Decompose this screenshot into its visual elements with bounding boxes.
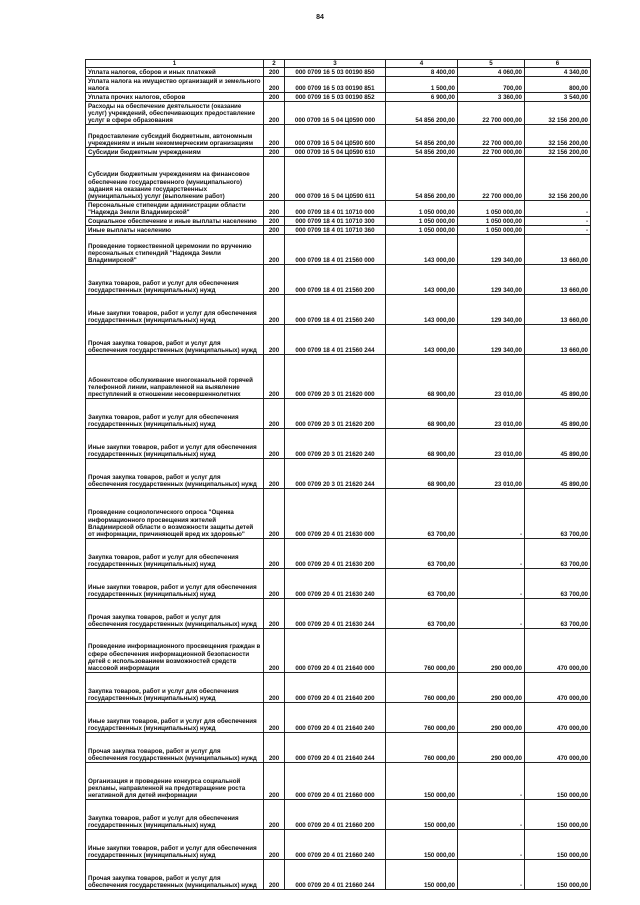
- row-code-cell: 200: [264, 599, 285, 629]
- row-kbk-cell: 000 0709 20 4 01 21660 200: [285, 800, 386, 830]
- row-value-col6: 13 660,00: [525, 235, 591, 265]
- row-code-cell: 200: [264, 265, 285, 295]
- row-kbk-cell: 000 0709 16 5 04 Ц0590 000: [285, 102, 386, 125]
- row-code-cell: 200: [264, 459, 285, 489]
- row-kbk-cell: 000 0709 20 4 01 21640 244: [285, 733, 386, 763]
- row-code-cell: 200: [264, 77, 285, 93]
- table-row: [86, 325, 591, 355]
- row-code-cell: 200: [264, 673, 285, 703]
- row-code-cell: 200: [264, 157, 285, 201]
- row-value-col6: 800,00: [525, 77, 591, 93]
- row-value-col6: -: [525, 201, 591, 217]
- row-code-cell: 200: [264, 217, 285, 226]
- row-name-cell: Организация и проведение конкурса социальной рекламы, направленной на предотвращение роста негативной для детей информации: [86, 763, 264, 800]
- table-row: [86, 860, 591, 890]
- table-row: [86, 235, 591, 265]
- row-code-cell: 200: [264, 125, 285, 148]
- row-kbk-cell: 000 0709 18 4 01 21560 200: [285, 265, 386, 295]
- row-value-col4: 150 000,00: [386, 860, 458, 890]
- row-value-col5: 290 000,00: [458, 629, 525, 673]
- row-value-col5: -: [458, 599, 525, 629]
- row-value-col4: 68 900,00: [386, 459, 458, 489]
- budget-table-body: [86, 60, 591, 890]
- row-name-cell: Проведение информационного просвещения граждан в сфере обеспечения информационной безопасности детей с использованием возможностей средств массовой информации: [86, 629, 264, 673]
- row-code-cell: 200: [264, 355, 285, 399]
- row-value-col4: 1 050 000,00: [386, 201, 458, 217]
- row-value-col6: 32 156 200,00: [525, 148, 591, 157]
- row-value-col6: 150 000,00: [525, 860, 591, 890]
- row-value-col6: 150 000,00: [525, 830, 591, 860]
- table-row: [86, 226, 591, 235]
- row-name-cell: Прочая закупка товаров, работ и услуг для обеспечения государственных (муниципальных) нужд: [86, 459, 264, 489]
- table-row: [86, 733, 591, 763]
- row-kbk-cell: 000 0709 16 5 03 00190 852: [285, 93, 386, 102]
- row-value-col5: 1 050 000,00: [458, 226, 525, 235]
- row-value-col5: 22 700 000,00: [458, 148, 525, 157]
- table-row: [86, 629, 591, 673]
- row-value-col6: 45 890,00: [525, 429, 591, 459]
- column-number-row: [86, 60, 591, 68]
- row-kbk-cell: 000 0709 16 5 03 00190 850: [285, 68, 386, 77]
- row-value-col4: 68 900,00: [386, 355, 458, 399]
- row-value-col5: 23 010,00: [458, 399, 525, 429]
- row-code-cell: 200: [264, 325, 285, 355]
- row-name-cell: Проведение социологического опроса "Оценка информационного просвещения жителей Владимирской области о возможности защиты детей от информации, причиняющей вред их здоровью": [86, 489, 264, 539]
- row-name-cell: Прочая закупка товаров, работ и услуг для обеспечения государственных (муниципальных) нужд: [86, 733, 264, 763]
- row-kbk-cell: 000 0709 20 4 01 21630 200: [285, 539, 386, 569]
- row-value-col5: 22 700 000,00: [458, 125, 525, 148]
- row-value-col6: 3 540,00: [525, 93, 591, 102]
- table-row: [86, 703, 591, 733]
- row-value-col4: 1 050 000,00: [386, 226, 458, 235]
- row-value-col5: 23 010,00: [458, 355, 525, 399]
- row-value-col4: 54 856 200,00: [386, 148, 458, 157]
- row-value-col4: 6 900,00: [386, 93, 458, 102]
- row-name-cell: Персональные стипендии администрации области "Надежда Земли Владимирской": [86, 201, 264, 217]
- row-code-cell: 200: [264, 429, 285, 459]
- row-name-cell: Иные закупки товаров, работ и услуг для обеспечения государственных (муниципальных) нужд: [86, 703, 264, 733]
- column-number: 2: [264, 60, 285, 68]
- row-kbk-cell: 000 0709 18 4 01 21560 000: [285, 235, 386, 265]
- row-value-col5: 129 340,00: [458, 265, 525, 295]
- table-row: [86, 459, 591, 489]
- row-value-col5: -: [458, 489, 525, 539]
- row-value-col4: 143 000,00: [386, 235, 458, 265]
- row-code-cell: 200: [264, 102, 285, 125]
- row-code-cell: 200: [264, 489, 285, 539]
- row-name-cell: Иные закупки товаров, работ и услуг для обеспечения государственных (муниципальных) нужд: [86, 295, 264, 325]
- table-row: [86, 77, 591, 93]
- row-name-cell: Абонентское обслуживание многоканальной горячей телефонной линии, направленной на выявление преступлений в отношении несовершеннолетних: [86, 355, 264, 399]
- row-value-col5: 129 340,00: [458, 295, 525, 325]
- row-name-cell: Уплата прочих налогов, сборов: [86, 93, 264, 102]
- row-value-col6: 470 000,00: [525, 629, 591, 673]
- table-row: [86, 539, 591, 569]
- row-kbk-cell: 000 0709 20 4 01 21640 200: [285, 673, 386, 703]
- row-value-col4: 63 700,00: [386, 539, 458, 569]
- row-kbk-cell: 000 0709 20 4 01 21660 240: [285, 830, 386, 860]
- row-name-cell: Закупка товаров, работ и услуг для обеспечения государственных (муниципальных) нужд: [86, 539, 264, 569]
- row-value-col5: 22 700 000,00: [458, 102, 525, 125]
- row-value-col4: 8 400,00: [386, 68, 458, 77]
- row-kbk-cell: 000 0709 18 4 01 21560 244: [285, 325, 386, 355]
- table-row: [86, 355, 591, 399]
- row-name-cell: Иные закупки товаров, работ и услуг для обеспечения государственных (муниципальных) нужд: [86, 830, 264, 860]
- row-kbk-cell: 000 0709 16 5 04 Ц0590 611: [285, 157, 386, 201]
- row-value-col4: 150 000,00: [386, 763, 458, 800]
- budget-table: [85, 59, 591, 890]
- column-number: 6: [525, 60, 591, 68]
- row-kbk-cell: 000 0709 20 4 01 21630 244: [285, 599, 386, 629]
- row-value-col5: 23 010,00: [458, 459, 525, 489]
- row-kbk-cell: 000 0709 16 5 04 Ц0590 600: [285, 125, 386, 148]
- row-name-cell: Закупка товаров, работ и услуг для обеспечения государственных (муниципальных) нужд: [86, 673, 264, 703]
- row-kbk-cell: 000 0709 18 4 01 10710 300: [285, 217, 386, 226]
- row-value-col4: 760 000,00: [386, 733, 458, 763]
- row-value-col6: 13 660,00: [525, 325, 591, 355]
- row-value-col6: 63 700,00: [525, 489, 591, 539]
- row-value-col6: -: [525, 217, 591, 226]
- row-code-cell: 200: [264, 860, 285, 890]
- row-value-col6: 150 000,00: [525, 763, 591, 800]
- table-row: [86, 763, 591, 800]
- row-value-col5: -: [458, 763, 525, 800]
- row-value-col5: -: [458, 569, 525, 599]
- row-code-cell: 200: [264, 800, 285, 830]
- row-code-cell: 200: [264, 569, 285, 599]
- row-code-cell: 200: [264, 733, 285, 763]
- row-name-cell: Уплата налога на имущество организаций и земельного налога: [86, 77, 264, 93]
- column-number: 1: [86, 60, 264, 68]
- row-kbk-cell: 000 0709 20 4 01 21630 000: [285, 489, 386, 539]
- row-value-col4: 54 856 200,00: [386, 102, 458, 125]
- row-name-cell: Прочая закупка товаров, работ и услуг для обеспечения государственных (муниципальных) нужд: [86, 860, 264, 890]
- row-value-col5: 1 050 000,00: [458, 217, 525, 226]
- row-value-col4: 1 500,00: [386, 77, 458, 93]
- column-number: 3: [285, 60, 386, 68]
- row-value-col6: 32 156 200,00: [525, 157, 591, 201]
- table-row: [86, 125, 591, 148]
- row-name-cell: Субсидии бюджетным учреждениям на финансовое обеспечение государственного (муниципального) задания на оказание государственных (муниципальных) услуг (выполнение работ): [86, 157, 264, 201]
- table-row: [86, 157, 591, 201]
- row-value-col5: -: [458, 539, 525, 569]
- table-row: [86, 93, 591, 102]
- row-value-col6: 45 890,00: [525, 459, 591, 489]
- row-value-col5: -: [458, 830, 525, 860]
- row-kbk-cell: 000 0709 20 3 01 21620 240: [285, 429, 386, 459]
- row-kbk-cell: 000 0709 20 4 01 21630 240: [285, 569, 386, 599]
- table-row: [86, 673, 591, 703]
- table-row: [86, 217, 591, 226]
- row-value-col6: 13 660,00: [525, 265, 591, 295]
- row-value-col6: 32 156 200,00: [525, 102, 591, 125]
- row-value-col6: -: [525, 226, 591, 235]
- row-name-cell: Закупка товаров, работ и услуг для обеспечения государственных (муниципальных) нужд: [86, 265, 264, 295]
- row-value-col4: 760 000,00: [386, 629, 458, 673]
- row-value-col4: 54 856 200,00: [386, 125, 458, 148]
- row-kbk-cell: 000 0709 20 3 01 21620 000: [285, 355, 386, 399]
- table-row: [86, 68, 591, 77]
- row-value-col6: 63 700,00: [525, 539, 591, 569]
- row-value-col6: 63 700,00: [525, 569, 591, 599]
- row-value-col5: -: [458, 860, 525, 890]
- row-kbk-cell: 000 0709 20 3 01 21620 200: [285, 399, 386, 429]
- row-kbk-cell: 000 0709 18 4 01 10710 360: [285, 226, 386, 235]
- row-name-cell: Проведение торжественной церемонии по вручению персональных стипендий "Надежда Земли Владимирской": [86, 235, 264, 265]
- row-value-col6: 470 000,00: [525, 703, 591, 733]
- row-value-col6: 470 000,00: [525, 733, 591, 763]
- row-kbk-cell: 000 0709 20 4 01 21660 244: [285, 860, 386, 890]
- row-name-cell: Социальное обеспечение и иные выплаты населению: [86, 217, 264, 226]
- table-row: [86, 599, 591, 629]
- row-value-col4: 760 000,00: [386, 703, 458, 733]
- row-code-cell: 200: [264, 93, 285, 102]
- row-kbk-cell: 000 0709 20 3 01 21620 244: [285, 459, 386, 489]
- row-code-cell: 200: [264, 201, 285, 217]
- table-row: [86, 489, 591, 539]
- row-value-col4: 143 000,00: [386, 325, 458, 355]
- row-code-cell: 200: [264, 830, 285, 860]
- row-value-col4: 63 700,00: [386, 489, 458, 539]
- row-value-col4: 63 700,00: [386, 569, 458, 599]
- row-name-cell: Расходы на обеспечение деятельности (оказание услуг) учреждений, обеспечивающих предоставление услуг в сфере образования: [86, 102, 264, 125]
- row-value-col5: -: [458, 800, 525, 830]
- row-value-col5: 290 000,00: [458, 703, 525, 733]
- row-name-cell: Прочая закупка товаров, работ и услуг для обеспечения государственных (муниципальных) нужд: [86, 325, 264, 355]
- row-code-cell: 200: [264, 295, 285, 325]
- row-kbk-cell: 000 0709 20 4 01 21660 000: [285, 763, 386, 800]
- row-value-col6: 45 890,00: [525, 399, 591, 429]
- row-code-cell: 200: [264, 763, 285, 800]
- row-value-col4: 1 050 000,00: [386, 217, 458, 226]
- table-row: [86, 429, 591, 459]
- row-name-cell: Уплата налогов, сборов и иных платежей: [86, 68, 264, 77]
- table-row: [86, 569, 591, 599]
- row-code-cell: 200: [264, 235, 285, 265]
- row-name-cell: Закупка товаров, работ и услуг для обеспечения государственных (муниципальных) нужд: [86, 800, 264, 830]
- row-value-col6: 150 000,00: [525, 800, 591, 830]
- row-code-cell: 200: [264, 629, 285, 673]
- row-code-cell: 200: [264, 68, 285, 77]
- row-value-col5: 290 000,00: [458, 733, 525, 763]
- table-row: [86, 201, 591, 217]
- row-value-col6: 63 700,00: [525, 599, 591, 629]
- row-value-col4: 150 000,00: [386, 830, 458, 860]
- row-value-col6: 45 890,00: [525, 355, 591, 399]
- row-value-col5: 23 010,00: [458, 429, 525, 459]
- row-value-col5: 129 340,00: [458, 325, 525, 355]
- row-value-col4: 143 000,00: [386, 265, 458, 295]
- row-code-cell: 200: [264, 399, 285, 429]
- row-value-col6: 470 000,00: [525, 673, 591, 703]
- row-name-cell: Иные закупки товаров, работ и услуг для обеспечения государственных (муниципальных) нужд: [86, 569, 264, 599]
- row-value-col4: 68 900,00: [386, 429, 458, 459]
- row-kbk-cell: 000 0709 18 4 01 10710 000: [285, 201, 386, 217]
- row-code-cell: 200: [264, 539, 285, 569]
- row-value-col5: 4 060,00: [458, 68, 525, 77]
- row-value-col4: 760 000,00: [386, 673, 458, 703]
- row-value-col5: 3 360,00: [458, 93, 525, 102]
- column-number: 5: [458, 60, 525, 68]
- row-kbk-cell: 000 0709 20 4 01 21640 240: [285, 703, 386, 733]
- row-name-cell: Предоставление субсидий бюджетным, автономным учреждениям и иным некоммерческим организациям: [86, 125, 264, 148]
- row-name-cell: Иные закупки товаров, работ и услуг для обеспечения государственных (муниципальных) нужд: [86, 429, 264, 459]
- row-value-col6: 4 340,00: [525, 68, 591, 77]
- row-value-col4: 143 000,00: [386, 295, 458, 325]
- row-code-cell: 200: [264, 703, 285, 733]
- row-name-cell: Субсидии бюджетным учреждениям: [86, 148, 264, 157]
- table-row: [86, 102, 591, 125]
- row-value-col5: 22 700 000,00: [458, 157, 525, 201]
- row-value-col4: 150 000,00: [386, 800, 458, 830]
- row-kbk-cell: 000 0709 16 5 04 Ц0590 610: [285, 148, 386, 157]
- row-value-col4: 68 900,00: [386, 399, 458, 429]
- row-value-col6: 13 660,00: [525, 295, 591, 325]
- row-value-col4: 63 700,00: [386, 599, 458, 629]
- row-name-cell: Закупка товаров, работ и услуг для обеспечения государственных (муниципальных) нужд: [86, 399, 264, 429]
- row-value-col4: 54 856 200,00: [386, 157, 458, 201]
- table-row: [86, 148, 591, 157]
- row-value-col5: 290 000,00: [458, 673, 525, 703]
- table-row: [86, 295, 591, 325]
- table-row: [86, 265, 591, 295]
- row-value-col5: 129 340,00: [458, 235, 525, 265]
- row-value-col5: 700,00: [458, 77, 525, 93]
- table-row: [86, 800, 591, 830]
- table-row: [86, 399, 591, 429]
- page-number: 84: [316, 14, 324, 21]
- row-name-cell: Иные выплаты населению: [86, 226, 264, 235]
- row-kbk-cell: 000 0709 20 4 01 21640 000: [285, 629, 386, 673]
- row-kbk-cell: 000 0709 16 5 03 00190 851: [285, 77, 386, 93]
- row-code-cell: 200: [264, 226, 285, 235]
- row-value-col5: 1 050 000,00: [458, 201, 525, 217]
- table-row: [86, 830, 591, 860]
- column-number: 4: [386, 60, 458, 68]
- row-kbk-cell: 000 0709 18 4 01 21560 240: [285, 295, 386, 325]
- row-value-col6: 32 156 200,00: [525, 125, 591, 148]
- row-name-cell: Прочая закупка товаров, работ и услуг для обеспечения государственных (муниципальных) нужд: [86, 599, 264, 629]
- row-code-cell: 200: [264, 148, 285, 157]
